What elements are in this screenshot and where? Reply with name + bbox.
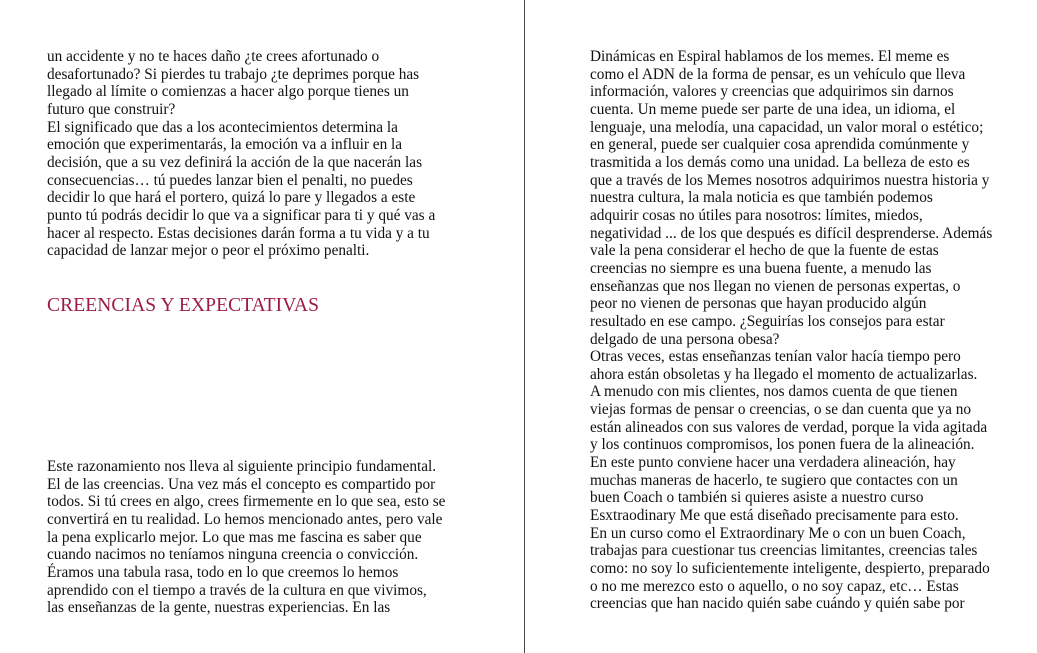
text-line: muchas maneras de hacerlo, te sugiero que contactes con un (590, 471, 958, 489)
text-line: trabajas para cuestionar tus creencias limitantes, creencias tales (590, 542, 978, 560)
text-line: cuenta. Un meme puede ser parte de una idea, un idioma, el (590, 100, 956, 118)
text-line: viejas formas de pensar o creencias, o se dan cuenta que ya no (590, 401, 971, 419)
text-line: enseñanzas que nos llegan no vienen de personas expertas, o (590, 277, 961, 295)
text-line: en general, puede ser cualquier cosa aprendida comúnmente y (590, 136, 970, 154)
text-line: adquirir cosas no útiles para nosotros: límites, miedos, (590, 206, 923, 224)
text-line: las enseñanzas de la gente, nuestras experiencias. En las (47, 599, 391, 617)
text-line: Esxtraodinary Me que está diseñado precisamente para esto. (590, 507, 959, 525)
text-line: peor no vienen de personas que hayan producido algún (590, 295, 927, 313)
text-line: nuestra cultura, la mala noticia es que también podemos (590, 189, 933, 207)
text-line: vale la pena considerar el hecho de que la fuente de estas (590, 242, 939, 260)
text-line: o no me merezco esto o aquello, o no soy capaz, etc… Estas (590, 577, 959, 595)
text-line: futuro que construir? (47, 100, 176, 118)
section-heading: CREENCIAS Y EXPECTATIVAS (47, 295, 320, 316)
text-line: trasmitida a los demás como una unidad. La belleza de esto es (590, 153, 970, 171)
left-top-paragraphs (47, 48, 464, 260)
text-line: decisión, que a su vez definirá la acción de la que nacerán las (47, 153, 423, 171)
text-line: aprendido con el tiempo a través de la cultura en que vivimos, (47, 581, 427, 599)
text-line: como: no soy lo suficientemente inteligente, despierto, preparado (590, 560, 990, 578)
text-line: consecuencias… tú puedes lanzar bien el penalti, no puedes (47, 171, 413, 189)
right-page (525, 0, 1037, 653)
text-line: cuando nacimos no teníamos ninguna creencia o convicción. (47, 546, 419, 564)
text-line: desafortunado? Si pierdes tu trabajo ¿te deprimes porque has (47, 65, 420, 83)
text-line: capacidad de lanzar mejor o peor el próximo penalti. (47, 242, 370, 260)
text-line: Este razonamiento nos lleva al siguiente principio fundamental. (47, 458, 437, 475)
text-line: que a través de los Memes nosotros adquirimos nuestra historia y (590, 171, 990, 189)
left-bottom-paragraph (47, 458, 464, 617)
text-line: convertirá en tu realidad. Lo hemos mencionado antes, pero vale (47, 510, 443, 528)
text-line: la pena explicarlo mejor. Lo que mas me fascina es saber que (47, 528, 422, 546)
text-line: un accidente y no te haces daño ¿te crees afortunado o (47, 48, 380, 65)
text-line: creencias no siempre es una buena fuente, a menudo las (590, 259, 932, 277)
text-line: decidir lo que hará el portero, quizá lo pare y llegados a este (47, 189, 416, 207)
text-line: lenguaje, una melodía, una capacidad, un valor moral o estético; (590, 118, 984, 136)
text-line: En un curso como el Extraordinary Me o con un buen Coach, (590, 524, 966, 542)
text-line: delgado de una persona obesa? (590, 330, 780, 348)
text-line: negatividad ... de los que después es difícil desprenderse. Además (590, 224, 993, 242)
text-line: buen Coach o también si quieres asiste a nuestro curso (590, 489, 924, 507)
text-line: emoción que experimentarás, la emoción va a influir en la (47, 136, 403, 154)
text-line: como el ADN de la forma de pensar, es un vehículo que lleva (590, 65, 966, 83)
text-line: El significado que das a los acontecimientos determina la (47, 118, 398, 136)
right-page-paragraphs (590, 48, 1006, 613)
text-line: Dinámicas en Espiral hablamos de los memes. El meme es (590, 48, 950, 65)
text-line: y los continuos compromisos, los ponen fuera de la alineación. (590, 436, 975, 454)
text-line: están alineados con sus valores de verdad, porque la vida agitada (590, 418, 988, 436)
text-line: todos. Si tú crees en algo, crees firmemente en lo que sea, esto se (47, 493, 446, 511)
text-line: punto tú podrás decidir lo que va a significar para ti y qué vas a (47, 206, 436, 224)
text-line: ahora están obsoletas y ha llegado el momento de actualizarlas. (590, 365, 978, 383)
text-line: resultado en ese campo. ¿Seguirías los consejos para estar (590, 312, 945, 330)
text-line: llegado al límite o comienzas a hacer algo porque tienes un (47, 83, 409, 101)
text-line: A menudo con mis clientes, nos damos cuenta de que tienen (590, 383, 958, 401)
text-line: El de las creencias. Una vez más el concepto es compartido por (47, 475, 436, 493)
text-line: hacer al respecto. Estas decisiones darán forma a tu vida y a tu (47, 224, 430, 242)
text-line: información, valores y creencias que adquirimos sin darnos (590, 83, 954, 101)
text-line: Éramos una tabula rasa, todo en lo que creemos lo hemos (47, 563, 399, 581)
text-line: Otras veces, estas enseñanzas tenían valor hacía tiempo pero (590, 348, 961, 366)
text-line: En este punto conviene hacer una verdadera alineación, hay (590, 454, 956, 472)
text-line: creencias que han nacido quién sabe cuándo y quién sabe por (590, 595, 965, 613)
